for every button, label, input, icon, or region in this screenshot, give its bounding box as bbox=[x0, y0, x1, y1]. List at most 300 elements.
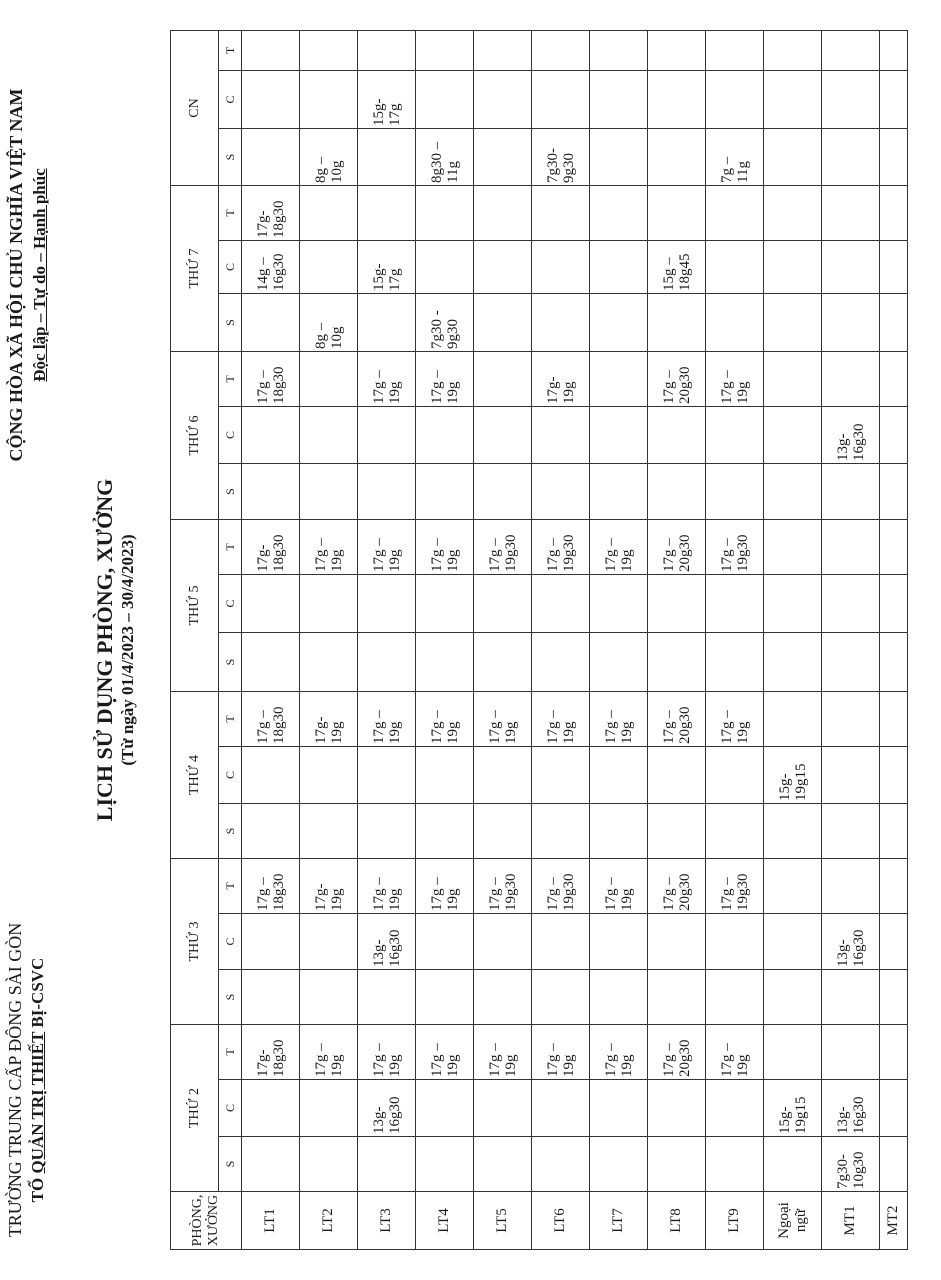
schedule-cell bbox=[822, 241, 880, 294]
time-line: 16g30 bbox=[386, 1096, 403, 1134]
schedule-cell bbox=[474, 804, 532, 859]
schedule-cell bbox=[358, 129, 416, 186]
table-row bbox=[358, 31, 416, 1250]
time-line: 7g – bbox=[718, 156, 735, 183]
time-line: 13g- bbox=[834, 1106, 851, 1134]
schedule-cell bbox=[822, 970, 880, 1025]
schedule-cell bbox=[474, 352, 532, 407]
time-line: 15g- bbox=[776, 773, 793, 801]
time-line: 17g – bbox=[660, 877, 677, 911]
table-row bbox=[648, 31, 706, 1250]
schedule-cell bbox=[474, 294, 532, 352]
schedule-cell bbox=[880, 1137, 908, 1192]
time-line: 19g bbox=[386, 549, 403, 572]
time-line: 19g bbox=[734, 381, 751, 404]
schedule-cell bbox=[822, 859, 880, 914]
schedule-cell bbox=[532, 970, 590, 1025]
schedule-cell bbox=[880, 1025, 908, 1080]
schedule-cell bbox=[358, 575, 416, 633]
dept-underlined: QUẢN TRỊ THIẾT bbox=[28, 1031, 47, 1174]
time-line: 11g bbox=[444, 161, 461, 183]
time-line: 19g bbox=[444, 381, 461, 404]
time-line: 13g- bbox=[370, 1106, 387, 1134]
schedule-cell bbox=[416, 186, 474, 241]
schedule-cell bbox=[706, 241, 764, 294]
time-line: 17g – bbox=[254, 710, 271, 744]
session-header-row bbox=[219, 31, 242, 1250]
time-line: 19g30 bbox=[734, 873, 751, 911]
schedule-cell bbox=[590, 407, 648, 464]
schedule-cell bbox=[590, 241, 648, 294]
time-line: 20g30 bbox=[676, 1039, 693, 1077]
schedule-cell bbox=[822, 1080, 880, 1137]
department-name bbox=[26, 880, 49, 1280]
schedule-cell bbox=[358, 71, 416, 129]
schedule-cell bbox=[242, 407, 300, 464]
day-header: THỨ 7 bbox=[171, 186, 219, 352]
schedule-cell bbox=[764, 71, 822, 129]
schedule-cell bbox=[880, 575, 908, 633]
time-line: 19g bbox=[618, 721, 635, 744]
dept-suffix: BỊ-CSVC bbox=[28, 957, 47, 1032]
schedule-cell bbox=[474, 633, 532, 692]
schedule-cell bbox=[822, 129, 880, 186]
room-name: MT1 bbox=[822, 1192, 880, 1250]
time-line: 7g30- bbox=[834, 1154, 851, 1189]
schedule-cell bbox=[416, 575, 474, 633]
schedule-cell bbox=[242, 859, 300, 914]
schedule-cell bbox=[880, 747, 908, 804]
schedule-cell bbox=[358, 970, 416, 1025]
time-line: 17g – bbox=[254, 877, 271, 911]
time-line: 17g – bbox=[602, 710, 619, 744]
session-header: S bbox=[219, 129, 242, 186]
time-line: 17g – bbox=[602, 538, 619, 572]
time-line: 17g – bbox=[486, 877, 503, 911]
room-name: LT3 bbox=[358, 1192, 416, 1250]
schedule-cell bbox=[300, 186, 358, 241]
time-line: 19g bbox=[560, 1054, 577, 1077]
schedule-cell bbox=[358, 186, 416, 241]
schedule-cell bbox=[532, 294, 590, 352]
time-line: 18g30 bbox=[270, 873, 287, 911]
time-line: 10g30 bbox=[850, 1151, 867, 1189]
session-header: C bbox=[219, 575, 242, 633]
schedule-cell bbox=[706, 129, 764, 186]
session-header: T bbox=[219, 186, 242, 241]
table-row bbox=[242, 31, 300, 1250]
schedule-cell bbox=[242, 1137, 300, 1192]
table-row bbox=[474, 31, 532, 1250]
room-name: LT8 bbox=[648, 1192, 706, 1250]
schedule-cell bbox=[822, 407, 880, 464]
schedule-cell bbox=[590, 294, 648, 352]
table-row bbox=[300, 31, 358, 1250]
day-header-row bbox=[171, 31, 219, 1250]
schedule-cell bbox=[532, 914, 590, 970]
schedule-cell bbox=[300, 464, 358, 520]
time-line: 19g bbox=[386, 1054, 403, 1077]
dept-prefix: TỔ bbox=[28, 1173, 47, 1203]
room-name: MT2 bbox=[880, 1192, 908, 1250]
schedule-cell bbox=[880, 71, 908, 129]
schedule-cell bbox=[242, 1025, 300, 1080]
time-line: 18g30 bbox=[270, 366, 287, 404]
schedule-cell bbox=[706, 804, 764, 859]
time-line: 16g30 bbox=[270, 253, 287, 291]
schedule-cell bbox=[416, 804, 474, 859]
schedule-cell bbox=[822, 294, 880, 352]
time-line: 19g30 bbox=[560, 873, 577, 911]
schedule-cell bbox=[706, 407, 764, 464]
schedule-cell bbox=[532, 633, 590, 692]
time-line: 10g bbox=[328, 326, 345, 349]
schedule-cell bbox=[300, 575, 358, 633]
schedule-cell bbox=[590, 520, 648, 575]
session-header: S bbox=[219, 464, 242, 520]
schedule-cell bbox=[822, 633, 880, 692]
schedule-cell bbox=[242, 294, 300, 352]
room-name: LT2 bbox=[300, 1192, 358, 1250]
session-header: C bbox=[219, 747, 242, 804]
schedule-cell bbox=[880, 1080, 908, 1137]
schedule-cell bbox=[590, 1080, 648, 1137]
time-line: 19g bbox=[560, 721, 577, 744]
schedule-cell bbox=[416, 464, 474, 520]
table-row bbox=[880, 31, 908, 1250]
schedule-cell bbox=[764, 575, 822, 633]
schedule-cell bbox=[300, 970, 358, 1025]
schedule-cell bbox=[706, 31, 764, 71]
schedule-cell bbox=[532, 804, 590, 859]
time-line: 8g30 – bbox=[428, 141, 445, 183]
schedule-cell bbox=[242, 520, 300, 575]
schedule-cell bbox=[532, 464, 590, 520]
time-line: 9g30 bbox=[560, 153, 577, 183]
schedule-cell bbox=[706, 747, 764, 804]
time-line: 17g – bbox=[718, 538, 735, 572]
time-line: 17g – bbox=[718, 370, 735, 404]
schedule-cell bbox=[358, 520, 416, 575]
schedule-cell bbox=[590, 352, 648, 407]
schedule-cell bbox=[300, 747, 358, 804]
schedule-cell bbox=[764, 1080, 822, 1137]
schedule-cell bbox=[300, 859, 358, 914]
session-header: C bbox=[219, 241, 242, 294]
room-schedule-table bbox=[170, 30, 908, 1250]
schedule-cell bbox=[416, 407, 474, 464]
schedule-cell bbox=[358, 692, 416, 747]
schedule-cell bbox=[416, 914, 474, 970]
time-line: 19g bbox=[618, 888, 635, 911]
time-line: 19g bbox=[502, 721, 519, 744]
time-line: 18g30 bbox=[270, 534, 287, 572]
schedule-cell bbox=[532, 747, 590, 804]
time-line: 17g – bbox=[370, 710, 387, 744]
time-line: 20g30 bbox=[676, 534, 693, 572]
session-header: S bbox=[219, 294, 242, 352]
schedule-cell bbox=[706, 352, 764, 407]
time-line: 15g- bbox=[370, 98, 387, 126]
schedule-cell bbox=[416, 129, 474, 186]
schedule-cell bbox=[648, 1025, 706, 1080]
time-line: 17g – bbox=[660, 710, 677, 744]
schedule-cell bbox=[880, 186, 908, 241]
time-line: 9g30 bbox=[444, 319, 461, 349]
schedule-cell bbox=[242, 575, 300, 633]
time-line: 17g – bbox=[486, 538, 503, 572]
schedule-cell bbox=[532, 352, 590, 407]
schedule-cell bbox=[532, 186, 590, 241]
schedule-cell bbox=[764, 859, 822, 914]
schedule-cell bbox=[590, 1137, 648, 1192]
schedule-cell bbox=[648, 692, 706, 747]
room-name: LT7 bbox=[590, 1192, 648, 1250]
time-line: 19g30 bbox=[502, 534, 519, 572]
schedule-cell bbox=[532, 31, 590, 71]
session-header: S bbox=[219, 1137, 242, 1192]
schedule-cell bbox=[300, 520, 358, 575]
time-line: 7g30 - bbox=[428, 310, 445, 349]
schedule-cell bbox=[880, 464, 908, 520]
schedule-cell bbox=[822, 71, 880, 129]
time-line: 19g bbox=[386, 381, 403, 404]
schedule-cell bbox=[474, 31, 532, 71]
schedule-cell bbox=[416, 970, 474, 1025]
schedule-cell bbox=[822, 186, 880, 241]
time-line: 17g- bbox=[254, 210, 271, 238]
schedule-cell bbox=[358, 1080, 416, 1137]
schedule-cell bbox=[880, 31, 908, 71]
schedule-cell bbox=[648, 464, 706, 520]
schedule-cell bbox=[648, 352, 706, 407]
session-header: T bbox=[219, 31, 242, 71]
schedule-cell bbox=[358, 747, 416, 804]
time-line: 17g – bbox=[428, 877, 445, 911]
schedule-cell bbox=[764, 31, 822, 71]
schedule-cell bbox=[764, 1137, 822, 1192]
schedule-cell bbox=[590, 633, 648, 692]
time-line: 17g bbox=[386, 103, 403, 126]
time-line: 8g – bbox=[312, 156, 329, 183]
schedule-cell bbox=[822, 914, 880, 970]
schedule-cell bbox=[474, 914, 532, 970]
schedule-cell bbox=[300, 1025, 358, 1080]
schedule-cell bbox=[474, 970, 532, 1025]
time-line: 16g30 bbox=[386, 929, 403, 967]
schedule-cell bbox=[590, 129, 648, 186]
time-line: 18g30 bbox=[270, 706, 287, 744]
schedule-cell bbox=[648, 633, 706, 692]
schedule-cell bbox=[416, 1080, 474, 1137]
time-line: 20g30 bbox=[676, 366, 693, 404]
schedule-cell bbox=[532, 407, 590, 464]
time-line: 19g bbox=[618, 1054, 635, 1077]
schedule-cell bbox=[822, 747, 880, 804]
schedule-cell bbox=[358, 464, 416, 520]
time-line: 15g – bbox=[660, 257, 677, 291]
time-line: 19g30 bbox=[734, 534, 751, 572]
schedule-cell bbox=[300, 71, 358, 129]
time-line: 17g – bbox=[428, 1043, 445, 1077]
time-line: 17g – bbox=[312, 538, 329, 572]
schedule-cell bbox=[300, 407, 358, 464]
room-name: Ngoại ngữ bbox=[764, 1192, 822, 1250]
time-line: 19g bbox=[560, 381, 577, 404]
time-line: 19g bbox=[328, 1054, 345, 1077]
schedule-cell bbox=[706, 464, 764, 520]
time-line: 19g bbox=[444, 549, 461, 572]
schedule-cell bbox=[822, 464, 880, 520]
schedule-cell bbox=[474, 520, 532, 575]
schedule-cell bbox=[648, 575, 706, 633]
schedule-cell bbox=[706, 859, 764, 914]
day-header: THỨ 3 bbox=[171, 859, 219, 1025]
schedule-cell bbox=[358, 31, 416, 71]
session-header: C bbox=[219, 1080, 242, 1137]
schedule-cell bbox=[358, 352, 416, 407]
schedule-cell bbox=[590, 692, 648, 747]
schedule-cell bbox=[474, 464, 532, 520]
schedule-cell bbox=[532, 1080, 590, 1137]
schedule-cell bbox=[358, 633, 416, 692]
schedule-cell bbox=[822, 804, 880, 859]
schedule-cell bbox=[300, 633, 358, 692]
time-line: 19g30 bbox=[502, 873, 519, 911]
schedule-cell bbox=[358, 294, 416, 352]
table-row bbox=[822, 31, 880, 1250]
schedule-cell bbox=[416, 859, 474, 914]
schedule-cell bbox=[474, 692, 532, 747]
time-line: 10g bbox=[328, 160, 345, 183]
time-line: 17g – bbox=[660, 370, 677, 404]
time-line: 17g – bbox=[718, 1043, 735, 1077]
schedule-cell bbox=[880, 804, 908, 859]
schedule-cell bbox=[474, 1137, 532, 1192]
schedule-cell bbox=[648, 804, 706, 859]
schedule-cell bbox=[706, 970, 764, 1025]
schedule-cell bbox=[242, 31, 300, 71]
schedule-cell bbox=[474, 407, 532, 464]
time-line: 19g bbox=[386, 888, 403, 911]
schedule-cell bbox=[706, 186, 764, 241]
time-line: 17g – bbox=[544, 710, 561, 744]
schedule-cell bbox=[416, 692, 474, 747]
time-line: 17g – bbox=[718, 877, 735, 911]
time-line: 17g- bbox=[254, 544, 271, 572]
time-line: 17g – bbox=[486, 1043, 503, 1077]
time-line: 19g bbox=[734, 721, 751, 744]
time-line: 19g bbox=[386, 721, 403, 744]
room-name: LT4 bbox=[416, 1192, 474, 1250]
time-line: 7g30- bbox=[544, 148, 561, 183]
time-line: 17g – bbox=[602, 877, 619, 911]
schedule-cell bbox=[416, 520, 474, 575]
schedule-cell bbox=[416, 1025, 474, 1080]
schedule-cell bbox=[358, 804, 416, 859]
schedule-cell bbox=[532, 129, 590, 186]
schedule-cell bbox=[358, 914, 416, 970]
schedule-cell bbox=[648, 1137, 706, 1192]
time-line: 17g – bbox=[718, 710, 735, 744]
schedule-cell bbox=[358, 1025, 416, 1080]
table-row bbox=[706, 31, 764, 1250]
session-header: C bbox=[219, 407, 242, 464]
time-line: 17g – bbox=[312, 1043, 329, 1077]
table-row bbox=[590, 31, 648, 1250]
session-header: T bbox=[219, 692, 242, 747]
time-line: 17g – bbox=[370, 877, 387, 911]
time-line: 15g- bbox=[370, 263, 387, 291]
time-line: 11g bbox=[734, 161, 751, 183]
schedule-cell bbox=[242, 186, 300, 241]
time-line: 18g30 bbox=[270, 200, 287, 238]
table-row bbox=[416, 31, 474, 1250]
room-name: LT9 bbox=[706, 1192, 764, 1250]
schedule-cell bbox=[242, 71, 300, 129]
schedule-cell bbox=[706, 1137, 764, 1192]
time-line: 17g – bbox=[602, 1043, 619, 1077]
schedule-cell bbox=[242, 241, 300, 294]
schedule-cell bbox=[416, 747, 474, 804]
session-header: S bbox=[219, 633, 242, 692]
schedule-cell bbox=[822, 352, 880, 407]
session-header: T bbox=[219, 352, 242, 407]
schedule-cell bbox=[880, 407, 908, 464]
schedule-cell bbox=[880, 520, 908, 575]
schedule-cell bbox=[822, 575, 880, 633]
time-line: 19g bbox=[618, 549, 635, 572]
time-line: 17g – bbox=[428, 538, 445, 572]
schedule-cell bbox=[474, 747, 532, 804]
schedule-cell bbox=[300, 241, 358, 294]
schedule-cell bbox=[706, 1025, 764, 1080]
schedule-cell bbox=[590, 31, 648, 71]
schedule-cell bbox=[764, 633, 822, 692]
time-line: 20g30 bbox=[676, 873, 693, 911]
schedule-cell bbox=[764, 747, 822, 804]
time-line: 18g30 bbox=[270, 1039, 287, 1077]
schedule-cell bbox=[706, 1080, 764, 1137]
schedule-cell bbox=[300, 129, 358, 186]
schedule-cell bbox=[242, 464, 300, 520]
schedule-cell bbox=[590, 1025, 648, 1080]
schedule-cell bbox=[648, 914, 706, 970]
schedule-cell bbox=[822, 692, 880, 747]
schedule-cell bbox=[300, 1080, 358, 1137]
schedule-cell bbox=[706, 71, 764, 129]
schedule-cell bbox=[648, 747, 706, 804]
time-line: 19g bbox=[328, 888, 345, 911]
schedule-cell bbox=[764, 804, 822, 859]
time-line: 17g – bbox=[254, 370, 271, 404]
schedule-cell bbox=[880, 241, 908, 294]
schedule-cell bbox=[880, 692, 908, 747]
session-header: S bbox=[219, 804, 242, 859]
schedule-cell bbox=[242, 129, 300, 186]
schedule-cell bbox=[358, 241, 416, 294]
schedule-cell bbox=[474, 129, 532, 186]
schedule-cell bbox=[474, 241, 532, 294]
time-line: 17g – bbox=[660, 538, 677, 572]
schedule-cell bbox=[590, 804, 648, 859]
schedule-cell bbox=[706, 575, 764, 633]
schedule-cell bbox=[706, 914, 764, 970]
schedule-cell bbox=[706, 294, 764, 352]
schedule-cell bbox=[242, 970, 300, 1025]
time-line: 19g15 bbox=[792, 1096, 809, 1134]
schedule-cell bbox=[300, 352, 358, 407]
